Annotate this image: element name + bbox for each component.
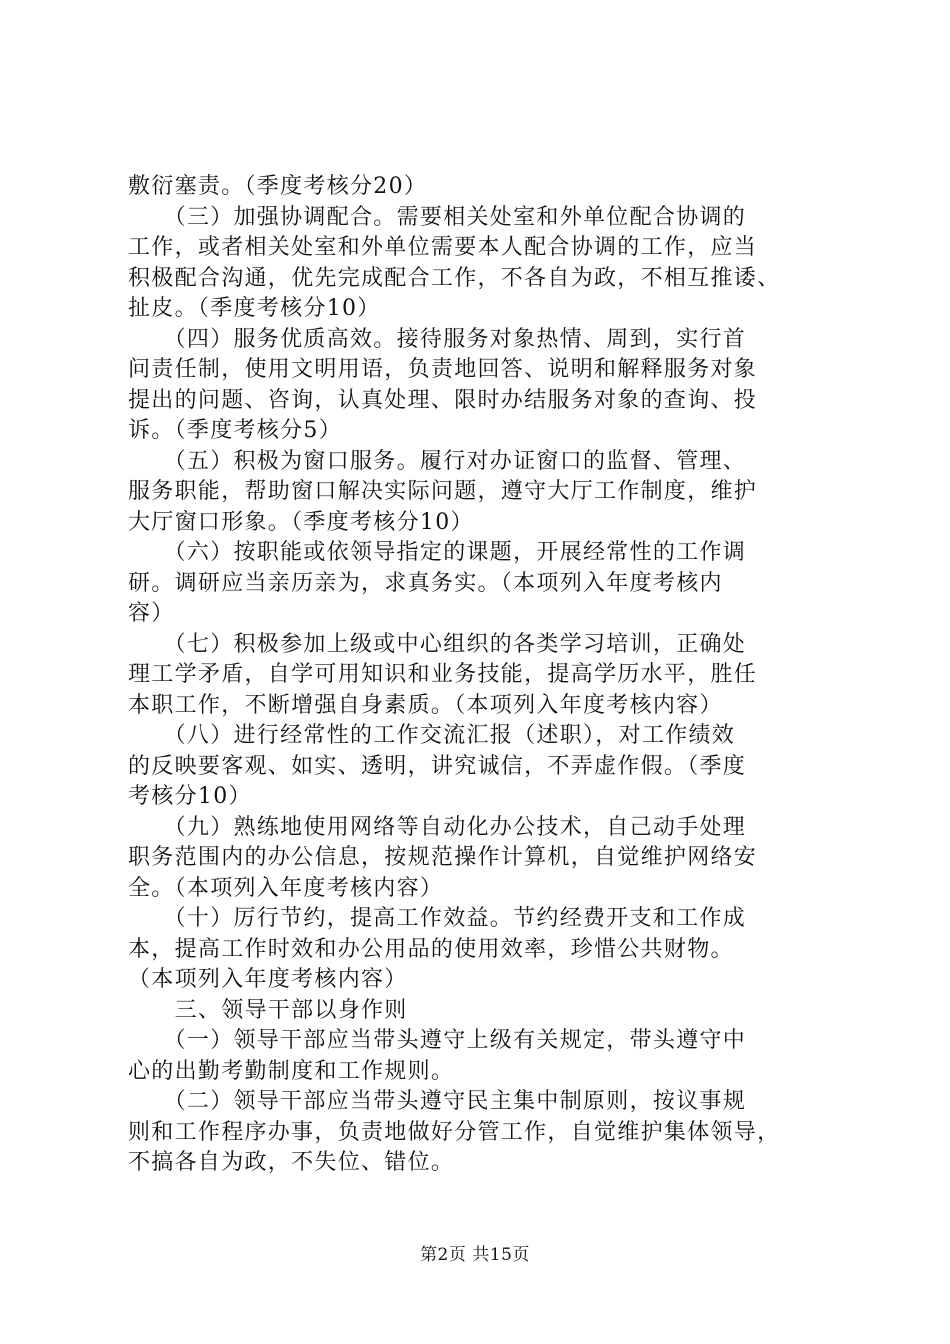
text-line: 研。调研应当亲历亲为，求真务实。（本项列入年度考核内 (128, 570, 723, 596)
text-line: 容） (128, 601, 175, 626)
text-line: 不搞各自为政，不失位、错位。 (128, 1150, 455, 1175)
text-line: 服务职能，帮助窗口解决实际问题，遵守大厅工作制度，维护 (128, 479, 758, 504)
text-line: 则和工作程序办事，负责地做好分管工作，自觉维护集体领导， (128, 1119, 781, 1145)
text-line: （八）进行经常性的工作交流汇报（述职），对工作绩效 (128, 723, 736, 748)
text-line: 全。（本项列入年度考核内容） (128, 875, 444, 901)
text-line: （二）领导干部应当带头遵守民主集中制原则，按议事规 (128, 1089, 747, 1114)
text-line: 心的出勤考勤制度和工作规则。 (128, 1058, 455, 1084)
text-line: （六）按职能或依领导指定的课题，开展经常性的工作调 (128, 540, 747, 565)
text-line: （四）服务优质高效。接待服务对象热情、周到，实行首 (128, 326, 747, 352)
text-line: 本，提高工作时效和办公用品的使用效率，珍惜公共财物。 (128, 936, 734, 962)
text-line: （九）熟练地使用网络等自动化办公技术，自己动手处理 (128, 814, 747, 840)
text-line: 扯皮。（季度考核分10） (128, 296, 381, 321)
text-line: （三）加强协调配合。需要相关处室和外单位配合协调的 (128, 204, 747, 230)
text-line: （七）积极参加上级或中心组织的各类学习培训，正确处 (128, 631, 747, 657)
text-line: （十）厉行节约，提高工作效益。节约经费开支和工作成 (128, 906, 747, 931)
text-line: 工作，或者相关处室和外单位需要本人配合协调的工作，应当 (128, 235, 758, 260)
text-line: 大厅窗口形象。（季度考核分10） (128, 509, 474, 535)
text-line: 职务范围内的办公信息，按规范操作计算机，自觉维护网络安 (128, 845, 758, 870)
text-line: 诉。（季度考核分5） (128, 418, 342, 443)
text-line: （一）领导干部应当带头遵守上级有关规定，带头遵守中 (128, 1028, 747, 1053)
text-line: 问责任制，使用文明用语，负责地回答、说明和解释服务对象 (128, 357, 758, 382)
text-line: 积极配合沟通，优先完成配合工作，不各自为政，不相互推诿、 (128, 265, 781, 291)
text-line: 敷衍塞责。（季度考核分20） (128, 174, 428, 199)
text-line: （本项列入年度考核内容） (128, 967, 408, 992)
text-line: 的反映要客观、如实、透明，讲究诚信，不弄虚作假。（季度 (128, 753, 747, 779)
text-line: 提出的问题、咨询，认真处理、限时办结服务对象的查询、投 (128, 387, 758, 413)
text-line: 本职工作，不断增强自身素质。（本项列入年度考核内容） (128, 692, 723, 718)
page-number: 第2页 共15页 (420, 1245, 530, 1265)
section-heading: 三、领导干部以身作则 (128, 997, 408, 1023)
document-body (128, 172, 828, 1179)
text-line: （五）积极为窗口服务。履行对办证窗口的监督、管理、 (128, 448, 747, 474)
text-line: 考核分10） (128, 784, 252, 809)
text-line: 理工学矛盾，自学可用知识和业务技能，提高学历水平，胜任 (128, 662, 758, 687)
